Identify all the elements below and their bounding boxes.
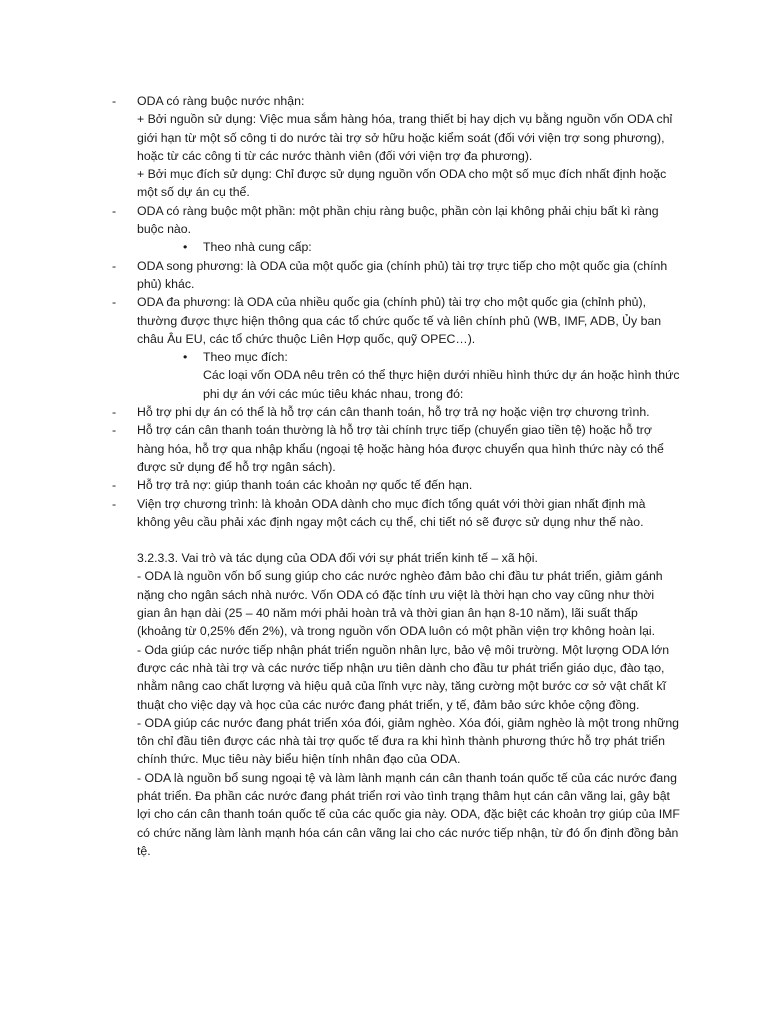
list-item <box>0 92 768 202</box>
list-item <box>0 257 768 294</box>
list-text: + Bởi nguồn sử dụng: Việc mua sắm hàng hóa, trang thiết bị hay dịch vụ bằng nguồn vốn ODA chỉ giới hạn từ một số công ti do nước tài trợ sở hữu hoặc kiểm soát (đối với viện trợ song phương), hoặc từ các công ti từ các nước thành viên (đối với viện trợ đa phương). <box>137 112 673 163</box>
list-item <box>0 293 768 348</box>
dash-marker: - <box>112 478 117 493</box>
dash-marker: - <box>112 203 117 218</box>
spacer <box>0 531 768 549</box>
bullet-heading <box>0 348 768 403</box>
list-text: Hỗ trợ phi dự án có thể là hỗ trợ cán cân thanh toán, hỗ trợ trả nợ hoặc viện trợ chương trình. <box>137 405 650 420</box>
list-text: + Bởi mục đích sử dụng: Chỉ được sử dụng nguồn vốn ODA cho một số mục đích nhất định hoặc một số dự án cụ thể. <box>137 167 667 200</box>
dash-marker: - <box>112 423 117 438</box>
bullet-dot-icon: • <box>183 240 188 255</box>
section-paragraph: - ODA là nguồn bổ sung ngoại tệ và làm lành mạnh cán cân thanh toán quốc tế của các nước đang phát triển. Đa phần các nước đang phát triển rơi vào tình trạng thâm hụt cán cân vãng lai, gây bật lợi cho cán cân thanh toán quốc tế của các quốc gia này. ODA, đặc biệt các khoản trợ giúp của IMF có chức năng làm lành mạnh hóa cán cân vãng lai cho các nước tiếp nhận, từ đó ổn định đồng bản tệ. <box>137 770 680 858</box>
document-page <box>0 92 768 860</box>
section-paragraph: - ODA giúp các nước đang phát triển xóa đói, giảm nghèo. Xóa đói, giảm nghèo là một trong những tôn chỉ đầu tiên được các nhà tài trợ quốc tế đưa ra khi hình thành phương thức hỗ trợ phát triển chính thức. Mục tiêu này biểu hiện tính nhân đạo của ODA. <box>137 715 680 767</box>
bullet-dot-icon: • <box>183 350 188 365</box>
bullet-label: Theo nhà cung cấp: <box>203 240 312 255</box>
list-text: ODA có ràng buộc nước nhận: <box>137 94 305 108</box>
dash-marker: - <box>112 94 117 108</box>
list-item <box>0 495 768 532</box>
section-paragraph: - ODA là nguồn vốn bổ sung giúp cho các nước nghèo đảm bảo chi đầu tư phát triển, giảm gánh nặng cho ngân sách nhà nước. Vốn ODA có đặc tính ưu việt là thời hạn cho vay cũng như thời gian ân hạn dài (25 – 40 năm mới phải hoàn trả và thời gian ân hạn 8-10 năm), lãi suất thấp (khoảng từ 0,25% đến 2%), và trong nguồn vốn ODA luôn có một phần viện trợ không hoàn lại. <box>137 569 663 639</box>
list-text: ODA có ràng buộc một phần: một phần chịu ràng buộc, phần còn lại không phải chịu bất kì ràng buộc nào. <box>137 203 659 237</box>
list-item <box>0 403 768 421</box>
dash-marker: - <box>112 295 117 310</box>
section-heading: 3.2.3.3. Vai trò và tác dụng của ODA đối với sự phát triển kinh tế – xã hội. <box>137 551 538 566</box>
list-text: ODA song phương: là ODA của một quốc gia (chính phủ) tài trợ trực tiếp cho một quốc gia (chính phủ) khác. <box>137 258 668 291</box>
list-item <box>0 202 768 239</box>
section-roles <box>0 549 768 860</box>
dash-marker: - <box>112 405 117 420</box>
dash-marker: - <box>112 258 117 273</box>
list-text: Hỗ trợ trả nợ: giúp thanh toán các khoản nợ quốc tế đến hạn. <box>137 478 473 493</box>
list-item <box>0 476 768 494</box>
section-paragraph: - Oda giúp các nước tiếp nhận phát triển nguồn nhân lực, bảo vệ môi trường. Một lượng ODA lớn được các nhà tài trợ và các nước tiếp nhận ưu tiên dành cho đầu tư phát triển giáo dục, đào tạo, nhằm nâng cao chất lượng và hiệu quả của lĩnh vực này, tăng cường một bước cơ sở vật chất kĩ thuật cho việc dạy và học của các nước đang phát triển, y tế, đảm bảo sức khỏe cộng đồng. <box>137 642 670 712</box>
list-text: Hỗ trợ cán cân thanh toán thường là hỗ trợ tài chính trực tiếp (chuyển giao tiền tệ) hoặc hỗ trợ hàng hóa, hỗ trợ qua nhập khẩu (ngoại tệ hoặc hàng hóa được chuyển qua hình thức này có thể được sử dụng để hỗ trợ ngân sách). <box>137 423 664 474</box>
bullet-heading <box>0 238 768 256</box>
list-text: Viện trợ chương trình: là khoản ODA dành cho mục đích tổng quát với thời gian nhất định mà không yêu cầu phải xác định ngay một cách cụ thể, chi tiết nó sẽ được sử dụng như thế nào. <box>137 496 646 529</box>
dash-marker: - <box>112 496 117 511</box>
bullet-description: Các loại vốn ODA nêu trên có thể thực hiện dưới nhiều hình thức dự án hoặc hình thức phi dự án với các múc tiêu khác nhau, trong đó: <box>203 368 680 401</box>
list-text: ODA đa phương: là ODA của nhiều quốc gia (chính phủ) tài trợ cho một quốc gia (chỉnh phủ), thường được thực hiện thông qua các tổ chức quốc tế và liên chính phủ (WB, IMF, ADB, Ủy ban châu Âu EU, các tổ chức thuộc Liên Hợp quốc, quỹ OPEC…). <box>137 295 662 346</box>
bullet-label: Theo mục đích: <box>203 350 288 365</box>
list-item <box>0 421 768 476</box>
